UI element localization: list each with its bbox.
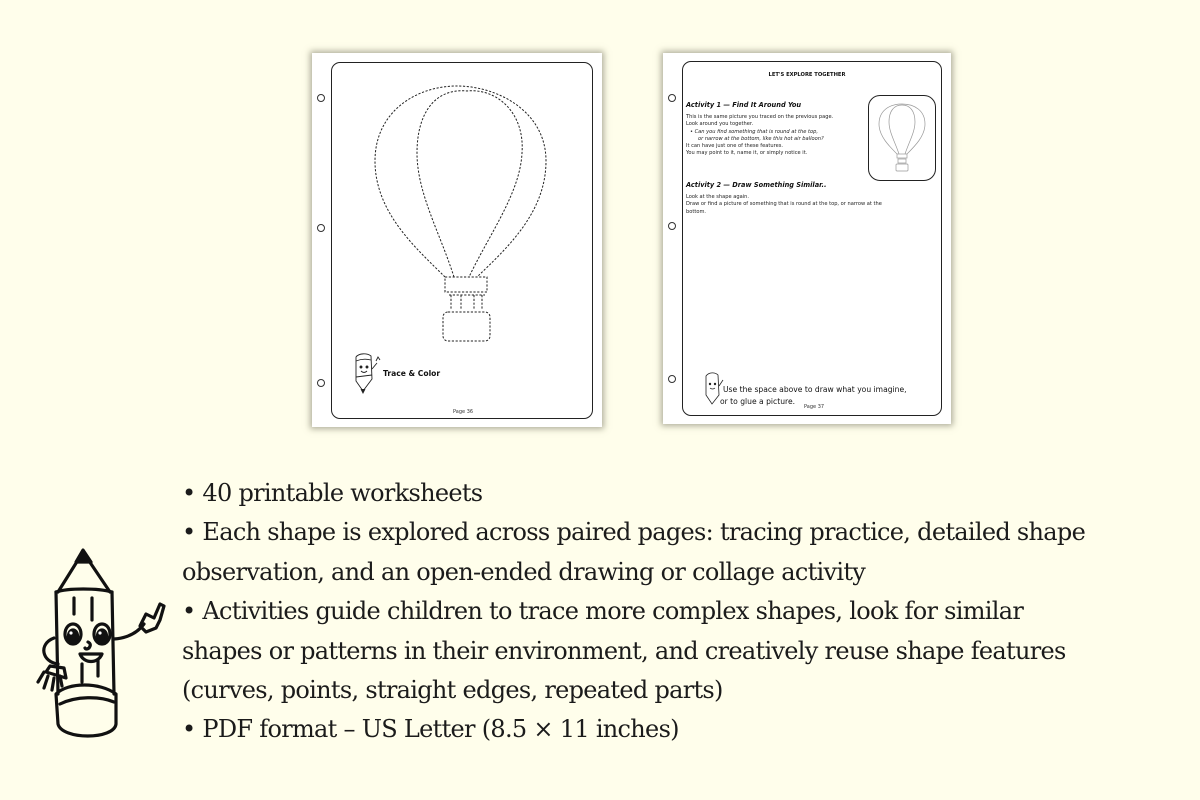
activity-2-heading: Activity 2 — Draw Something Similar.. [686, 181, 827, 189]
text-line: Draw or find a picture of something that is round at the top, or narrow at the [686, 201, 882, 208]
text-line: or narrow at the bottom, like this hot air balloon? [698, 135, 824, 142]
text-line: Use the space above to draw what you imagine, [723, 385, 907, 394]
text-line: You may point to it, name it, or simply notice it. [686, 150, 808, 157]
page-title: LET'S EXPLORE TOGETHER [768, 72, 846, 78]
worksheet-preview-trace [312, 53, 602, 427]
binder-hole [668, 222, 676, 230]
text-line: Look around you together. [686, 121, 754, 128]
activity-1-text [686, 114, 833, 158]
balloon-reference-box [868, 95, 936, 181]
feature-item: • PDF format – US Letter (8.5 × 11 inches) [182, 715, 679, 744]
text-line: bottom. [686, 208, 707, 215]
feature-item: • Each shape is explored across paired pages: tracing practice, detailed shape [182, 518, 1086, 547]
feature-item-continued: shapes or patterns in their environment, and creatively reuse shape features [182, 636, 1066, 665]
binder-hole [668, 375, 676, 383]
feature-item: • Activities guide children to trace more complex shapes, look for similar [182, 597, 1024, 626]
binder-hole [668, 94, 676, 102]
text-line: or to glue a picture. [720, 396, 796, 406]
pencil-mascot-small-icon [352, 351, 384, 395]
feature-list [182, 474, 1172, 750]
pencil-mascot-icon [28, 544, 170, 744]
feature-item: • 40 printable worksheets [182, 479, 483, 507]
page-number: Page 36 [453, 409, 474, 415]
worksheet-preview-explore [663, 53, 951, 424]
activity-2-text [686, 194, 941, 216]
page-number: Page 37 [804, 404, 825, 410]
activity-1-heading: Activity 1 — Find It Around You [686, 101, 802, 109]
text-line: This is the same picture you traced on the previous page. [686, 114, 834, 120]
feature-item-continued: observation, and an open-ended drawing or collage activity [182, 557, 866, 586]
hot-air-balloon-icon [869, 96, 935, 180]
feature-item-continued: (curves, points, straight edges, repeated parts) [182, 676, 723, 705]
text-line: • Can you find something that is round at the top, [690, 128, 818, 135]
text-line: Look at the shape again. [686, 194, 749, 200]
text-line: It can have just one of these features. [686, 143, 783, 150]
trace-and-color-label: Trace & Color [383, 369, 441, 378]
